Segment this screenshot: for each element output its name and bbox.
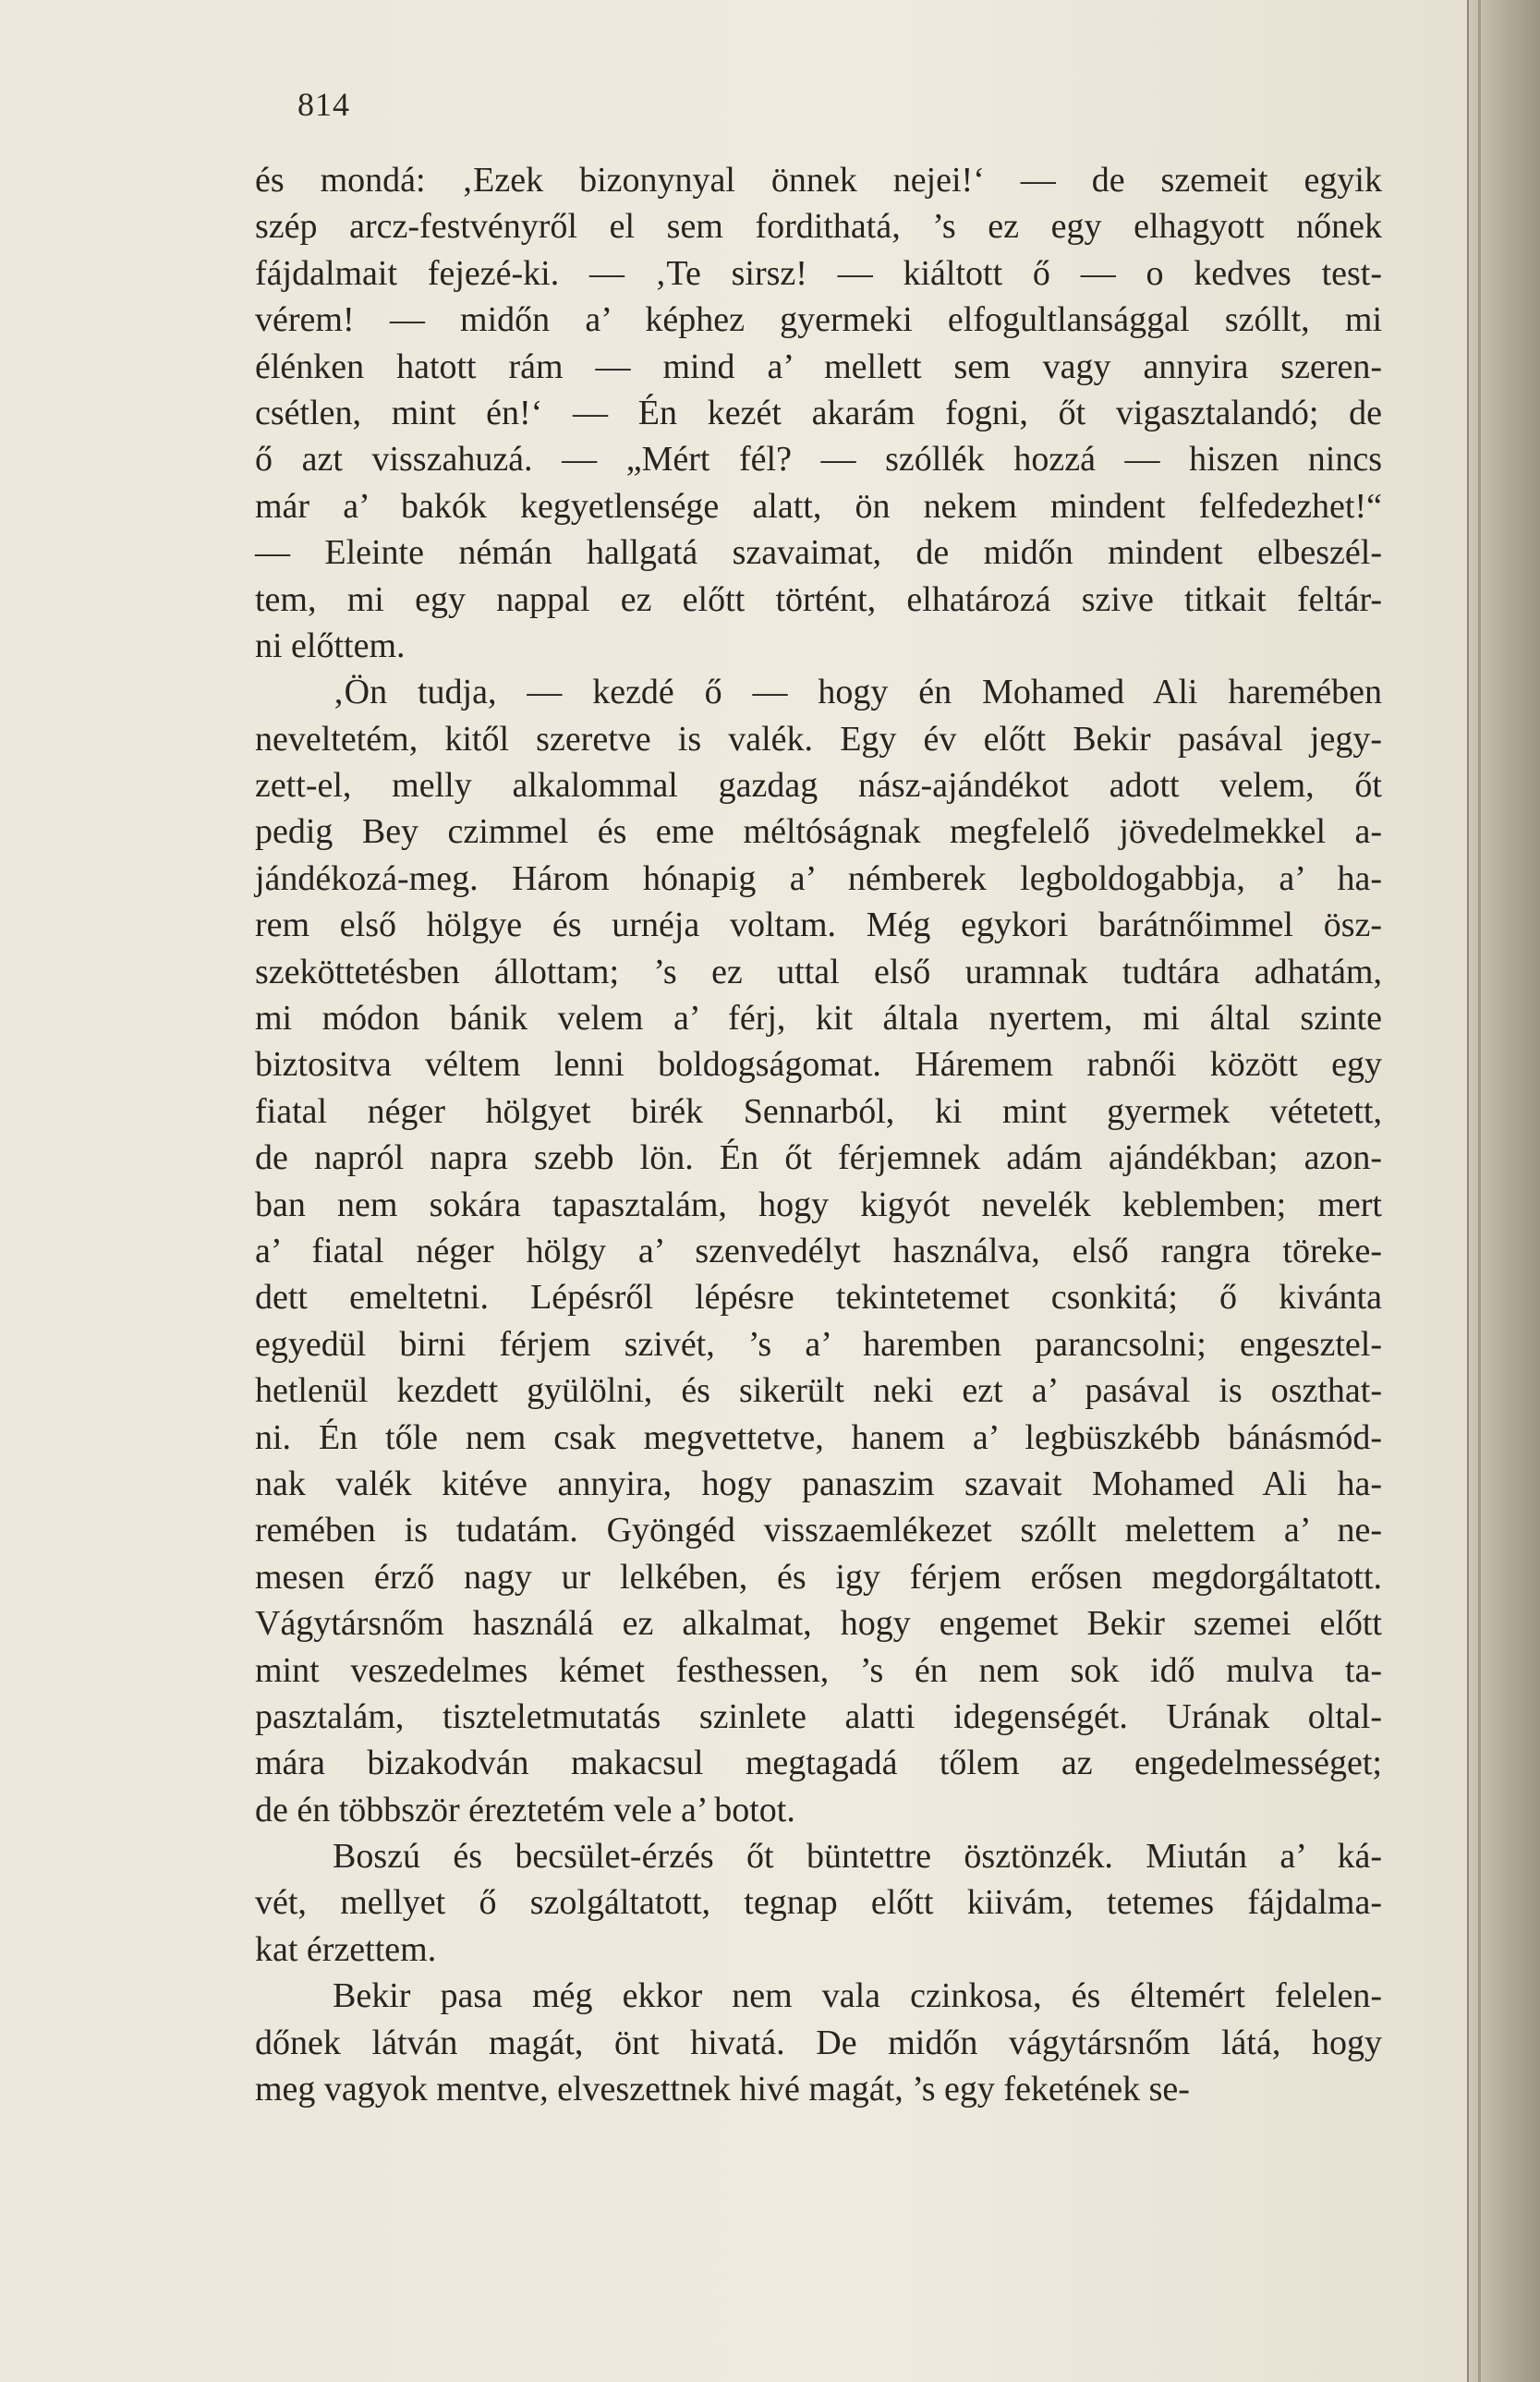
text-line: tem, mi egy nappal ez előtt történt, elhatározá szive titkait feltár-	[255, 579, 1382, 619]
text-line: biztositva véltem lenni boldogságomat. Háremem rabnői között egy	[255, 1045, 1382, 1085]
text-line: jándékozá-meg. Három hónapig a’ némberek legboldogabbja, a’ ha-	[255, 858, 1382, 898]
text-line: nak valék kitéve annyira, hogy panaszim szavait Mohamed Ali ha-	[255, 1464, 1382, 1503]
book-gutter	[1467, 0, 1540, 2382]
text-line: ő azt visszahuzá. — „Mért fél? — szóllék hozzá — hiszen nincs	[255, 440, 1382, 480]
text-line: csétlen, mint én!‘ — Én kezét akarám fogni, őt vigasztalandó; de	[255, 393, 1382, 432]
text-line: mára bizakodván makacsul megtagadá tőlem az engedelmességet;	[255, 1744, 1382, 1783]
text-line: Boszú és becsület-érzés őt büntettre ösztönzék. Miután a’ ká-	[333, 1837, 1382, 1877]
text-line: Vágytársnőm használá ez alkalmat, hogy engemet Bekir szemei előtt	[255, 1604, 1382, 1644]
paragraph	[255, 1973, 1382, 2112]
text-line: fájdalmait fejezé-ki. — ‚Te sirsz! — kiáltott ő — o kedves test-	[255, 253, 1382, 293]
text-line: ni előttem.	[255, 626, 406, 665]
text-line: a’ fiatal néger hölgy a’ szenvedélyt használva, első rangra töreke-	[255, 1231, 1382, 1270]
text-line: dőnek látván magát, önt hivatá. De midőn vágytársnőm látá, hogy	[255, 2023, 1382, 2062]
text-line: és mondá: ‚Ezek bizonynyal önnek nejei!‘ — de szemeit egyik	[255, 161, 1382, 200]
text-line: ‚Ön tudja, — kezdé ő — hogy én Mohamed Ali haremében	[333, 673, 1382, 712]
paragraph	[255, 157, 1382, 669]
text-line: pedig Bey czimmel és eme méltóságnak megfelelő jövedelmekkel a-	[255, 812, 1382, 852]
text-line: vérem! — midőn a’ képhez gyermeki elfogultlansággal szóllt, mi	[255, 300, 1382, 340]
text-line: neveltetém, kitől szeretve is valék. Egy év előtt Bekir pasával jegy-	[255, 719, 1382, 759]
text-line: fiatal néger hölgyet birék Sennarból, ki mint gyermek vétetett,	[255, 1091, 1382, 1131]
text-line: egyedül birni férjem szivét, ’s a’ haremben parancsolni; engesztel-	[255, 1324, 1382, 1364]
text-line: már a’ bakók kegyetlensége alatt, ön nekem mindent felfedezhet!“	[255, 486, 1382, 526]
text-line: meg vagyok mentve, elveszettnek hivé magát, ’s egy feketének se-	[255, 2070, 1190, 2109]
text-line: zett-el, melly alkalommal gazdag nász-ajándékot adott velem, őt	[255, 766, 1382, 806]
body-text	[255, 157, 1382, 2112]
text-line: hetlenül kezdett gyülölni, és sikerült neki ezt a’ pasával is oszthat-	[255, 1371, 1382, 1411]
text-line: kat érzettem.	[255, 1929, 437, 1969]
text-line: mint veszedelmes kémet festhessen, ’s én nem sok idő mulva ta-	[255, 1650, 1382, 1690]
text-line: remében is tudatám. Gyöngéd visszaemlékezet szóllt melettem a’ ne-	[255, 1511, 1382, 1550]
text-line: mesen érző nagy ur lelkében, és igy férjem erősen megdorgáltatott.	[255, 1557, 1382, 1597]
text-line: de napról napra szebb lön. Én őt férjemnek adám ajándékban; azon-	[255, 1138, 1382, 1178]
text-line: dett emeltetni. Lépésről lépésre tekintetemet csonkitá; ő kivánta	[255, 1278, 1382, 1318]
text-line: ban nem sokára tapasztalám, hogy kigyót nevelék keblemben; mert	[255, 1185, 1382, 1224]
text-line: pasztalám, tiszteletmutatás szinlete alatti idegenségét. Urának oltal-	[255, 1696, 1382, 1736]
text-line: Bekir pasa még ekkor nem vala czinkosa, és éltemért felelen-	[333, 1976, 1382, 2016]
text-line: de én többször éreztetém vele a’ botot.	[255, 1790, 795, 1829]
text-line: ni. Én tőle nem csak megvettetve, hanem a’ legbüszkébb bánásmód-	[255, 1417, 1382, 1457]
paragraph	[255, 1833, 1382, 1973]
text-line: mi módon bánik velem a’ férj, kit általa nyertem, mi által szinte	[255, 999, 1382, 1039]
text-line: — Eleinte némán hallgatá szavaimat, de midőn mindent elbeszél-	[255, 533, 1382, 573]
text-line: rem első hölgye és urnéja voltam. Még egykori barátnőimmel ösz-	[255, 905, 1382, 945]
page-number: 814	[297, 86, 350, 123]
text-line: élénken hatott rám — mind a’ mellett sem vagy annyira szeren-	[255, 346, 1382, 386]
text-line: vét, mellyet ő szolgáltatott, tegnap előtt kiivám, tetemes fájdalma-	[255, 1883, 1382, 1923]
text-line: szeköttetésben állottam; ’s ez uttal első uramnak tudtára adhatám,	[255, 952, 1382, 991]
paragraph	[255, 669, 1382, 1833]
text-line: szép arcz-festvényről el sem fordithatá, ’s ez egy elhagyott nőnek	[255, 207, 1382, 247]
